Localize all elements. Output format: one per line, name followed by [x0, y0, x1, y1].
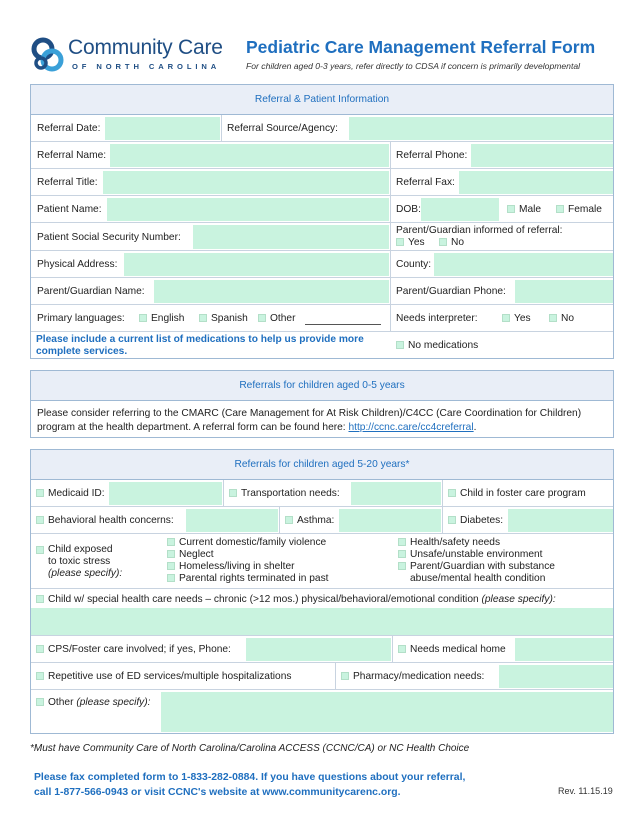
- other-label: Other: [48, 697, 74, 708]
- diabetes-checkbox[interactable]: [448, 516, 456, 524]
- stress-checkbox[interactable]: [398, 550, 406, 558]
- asthma-option[interactable]: [285, 515, 334, 526]
- referral-name-label: Referral Name:: [37, 150, 107, 161]
- interpreter-label: Needs interpreter:: [396, 313, 478, 324]
- guardian-phone-input[interactable]: [515, 280, 613, 303]
- stress-item[interactable]: [398, 537, 500, 548]
- referral-title-row: [31, 169, 613, 196]
- divider: [221, 115, 222, 142]
- section-heading: Referral & Patient Information: [31, 85, 613, 115]
- asthma-input[interactable]: [339, 509, 441, 532]
- stress-checkbox[interactable]: [398, 562, 406, 570]
- stress-item-continuation: abuse/mental health condition: [410, 573, 546, 584]
- stress-item-label: Parental rights terminated in past: [179, 573, 329, 584]
- fax-line-1: Please fax completed form to 1-833-282-0884. If you have questions about your referral,: [34, 772, 466, 783]
- referral-name-input[interactable]: [110, 144, 389, 167]
- transportation-input[interactable]: [351, 482, 441, 505]
- referral-phone-input[interactable]: [471, 144, 613, 167]
- referral-fax-input[interactable]: [459, 171, 613, 194]
- other-specify: (please specify):: [76, 697, 151, 708]
- guardian-row: [31, 278, 613, 305]
- county-label: County:: [396, 259, 432, 270]
- asthma-label: Asthma:: [297, 515, 335, 526]
- county-input[interactable]: [434, 253, 613, 276]
- foster-label: Child in foster care program: [460, 488, 586, 499]
- behavioral-checkbox[interactable]: [36, 516, 44, 524]
- medical-home-input[interactable]: [515, 638, 613, 661]
- yes-label: Yes: [408, 237, 425, 248]
- special-needs-checkbox[interactable]: [36, 595, 44, 603]
- no-checkbox[interactable]: [439, 238, 447, 246]
- stress-checkbox[interactable]: [167, 538, 175, 546]
- divider: [390, 223, 391, 251]
- ccnc-logo-icon: [30, 37, 66, 73]
- other-language-line[interactable]: [305, 324, 381, 325]
- no-medications-option[interactable]: [396, 340, 478, 351]
- referral-date-row: [31, 115, 613, 142]
- info-period: .: [473, 421, 477, 433]
- toxic-stress-checkbox[interactable]: [36, 546, 44, 554]
- yes-checkbox[interactable]: [396, 238, 404, 246]
- address-label: Physical Address:: [37, 259, 118, 270]
- address-input[interactable]: [124, 253, 389, 276]
- diabetes-input[interactable]: [508, 509, 613, 532]
- guardian-name-label: Parent/Guardian Name:: [37, 286, 145, 297]
- referral-form-link[interactable]: http://ccnc.care/cc4creferral: [348, 421, 474, 433]
- section-heading: Referrals for children aged 5-20 years*: [31, 450, 613, 480]
- pharmacy-label: Pharmacy/medication needs:: [353, 671, 485, 682]
- toxic-stress-specify: (please specify):: [48, 568, 123, 579]
- english-checkbox[interactable]: [139, 314, 147, 322]
- referral-patient-section: [30, 84, 614, 359]
- spanish-label: Spanish: [211, 313, 248, 324]
- medicaid-option[interactable]: [36, 488, 105, 499]
- section-heading: Referrals for children aged 0-5 years: [31, 371, 613, 401]
- ssn-row: [31, 223, 613, 251]
- foster-checkbox[interactable]: [448, 489, 456, 497]
- no-medications-label: No medications: [408, 340, 479, 351]
- other-option[interactable]: [36, 697, 151, 708]
- guardian-informed-label: Parent/Guardian informed of referral:: [396, 225, 563, 236]
- stress-item-label: Neglect: [179, 549, 214, 560]
- divider: [390, 142, 391, 169]
- referral-date-input[interactable]: [105, 117, 220, 140]
- form-title: Pediatric Care Management Referral Form: [246, 37, 596, 57]
- form-subtitle: For children aged 0-3 years, refer directly to CDSA if concern is primarily developmental: [246, 61, 581, 71]
- stress-checkbox[interactable]: [167, 574, 175, 582]
- special-needs-specify: (please specify):: [481, 594, 556, 605]
- dob-input[interactable]: [421, 198, 499, 221]
- patient-name-row: [31, 196, 613, 223]
- stress-item-label: Health/safety needs: [410, 537, 501, 548]
- cps-row: [31, 636, 613, 663]
- referral-title-input[interactable]: [103, 171, 389, 194]
- cmarc-info-body: Please consider referring to the CMARC (Care Management for At Risk Children)/C4CC (Care Coordination for Children) program at the health department. A referral form can be found here:: [37, 408, 582, 433]
- english-option[interactable]: [139, 313, 184, 324]
- stress-checkbox[interactable]: [167, 550, 175, 558]
- referral-source-input[interactable]: [349, 117, 613, 140]
- transportation-label: Transportation needs:: [241, 488, 340, 499]
- referral-source-label: Referral Source/Agency:: [227, 123, 338, 134]
- patient-name-label: Patient Name:: [37, 204, 102, 215]
- other-checkbox[interactable]: [36, 698, 44, 706]
- female-label: Female: [568, 204, 602, 215]
- behavioral-row: [31, 507, 613, 534]
- interpreter-no[interactable]: [549, 313, 574, 324]
- stress-item[interactable]: [398, 561, 555, 572]
- divider: [390, 305, 391, 332]
- special-needs-row: [31, 589, 613, 636]
- fax-line-2: call 1-877-566-0943 or visit CCNC's website at www.communitycarenc.org.: [34, 787, 401, 798]
- medications-note: Please include a current list of medications to help us provide more complete services.: [36, 334, 364, 357]
- male-checkbox[interactable]: [507, 205, 515, 213]
- referral-date-label: Referral Date:: [37, 123, 101, 134]
- guardian-informed-no[interactable]: [439, 237, 464, 248]
- stress-item-label: Parent/Guardian with substance: [410, 561, 555, 572]
- guardian-name-input[interactable]: [154, 280, 389, 303]
- medicaid-row: [31, 480, 613, 507]
- referral-fax-label: Referral Fax:: [396, 177, 455, 188]
- foster-option[interactable]: [448, 488, 586, 499]
- ed-use-label: Repetitive use of ED services/multiple hospitalizations: [48, 671, 292, 682]
- special-needs-input[interactable]: [31, 608, 613, 635]
- children-0-5-section: [30, 370, 614, 438]
- languages-label: Primary languages:: [37, 313, 125, 324]
- ssn-input[interactable]: [193, 225, 389, 249]
- other-language-checkbox[interactable]: [258, 314, 266, 322]
- stress-item[interactable]: [167, 561, 295, 572]
- logo-subtitle: OF NORTH CAROLINA: [72, 62, 221, 71]
- ed-use-checkbox[interactable]: [36, 672, 44, 680]
- medicaid-label: Medicaid ID:: [48, 488, 105, 499]
- diabetes-option[interactable]: [448, 515, 503, 526]
- children-5-20-section: [30, 449, 614, 734]
- behavioral-label: Behavioral health concerns:: [48, 515, 174, 526]
- behavioral-input[interactable]: [186, 509, 278, 532]
- divider: [279, 507, 280, 534]
- divider: [223, 480, 224, 507]
- stress-item-label: Unsafe/unstable environment: [410, 549, 543, 560]
- pharmacy-checkbox[interactable]: [341, 672, 349, 680]
- pharmacy-option[interactable]: [341, 671, 484, 682]
- guardian-phone-label: Parent/Guardian Phone:: [396, 286, 506, 297]
- ed-use-option[interactable]: [36, 671, 291, 682]
- asthma-checkbox[interactable]: [285, 516, 293, 524]
- dob-label: DOB:: [396, 204, 421, 215]
- cps-option[interactable]: [36, 644, 231, 655]
- interpreter-yes-checkbox[interactable]: [502, 314, 510, 322]
- stress-item-label: Homeless/living in shelter: [179, 561, 295, 572]
- interpreter-no-label: No: [561, 313, 575, 324]
- no-label: No: [451, 237, 465, 248]
- divider: [390, 169, 391, 196]
- no-medications-checkbox[interactable]: [396, 341, 404, 349]
- form-header: [0, 0, 640, 84]
- stress-item[interactable]: [167, 573, 329, 584]
- ed-use-row: [31, 663, 613, 690]
- referral-title-label: Referral Title:: [37, 177, 98, 188]
- transportation-option[interactable]: [229, 488, 340, 499]
- logo-name: Community Care: [68, 36, 223, 59]
- male-option[interactable]: [507, 204, 541, 215]
- special-needs-label: Child w/ special health care needs – chronic (>12 mos.) physical/behavioral/emotional condition: [48, 594, 479, 605]
- medications-row: [31, 332, 613, 359]
- medical-home-option[interactable]: [398, 644, 506, 655]
- pharmacy-input[interactable]: [499, 665, 613, 688]
- stress-item[interactable]: [167, 537, 326, 548]
- spanish-checkbox[interactable]: [199, 314, 207, 322]
- referral-phone-label: Referral Phone:: [396, 150, 468, 161]
- female-option[interactable]: [556, 204, 602, 215]
- stress-item-label: Current domestic/family violence: [179, 537, 327, 548]
- special-needs-option[interactable]: [36, 594, 556, 605]
- behavioral-option[interactable]: [36, 515, 174, 526]
- interpreter-yes[interactable]: [502, 313, 531, 324]
- spanish-option[interactable]: [199, 313, 248, 324]
- languages-row: [31, 305, 613, 332]
- female-checkbox[interactable]: [556, 205, 564, 213]
- referral-name-row: [31, 142, 613, 169]
- divider: [442, 507, 443, 534]
- other-input[interactable]: [161, 692, 613, 732]
- medicaid-checkbox[interactable]: [36, 489, 44, 497]
- toxic-stress-label-1: Child exposed: [48, 544, 113, 555]
- toxic-stress-label-2: to toxic stress: [48, 556, 111, 567]
- cps-checkbox[interactable]: [36, 645, 44, 653]
- diabetes-label: Diabetes:: [460, 515, 504, 526]
- medicaid-input[interactable]: [109, 482, 222, 505]
- divider: [442, 480, 443, 507]
- divider: [390, 278, 391, 305]
- cps-phone-input[interactable]: [246, 638, 391, 661]
- toxic-stress-row: [31, 534, 613, 589]
- medical-home-checkbox[interactable]: [398, 645, 406, 653]
- other-row: [31, 690, 613, 734]
- stress-item[interactable]: [398, 549, 543, 560]
- other-language-label: Other: [270, 313, 296, 324]
- patient-name-input[interactable]: [107, 198, 389, 221]
- address-row: [31, 251, 613, 278]
- fax-instructions: [34, 770, 534, 800]
- divider: [390, 251, 391, 278]
- cps-label: CPS/Foster care involved; if yes, Phone:: [48, 644, 231, 655]
- medical-home-label: Needs medical home: [410, 644, 506, 655]
- male-label: Male: [519, 204, 542, 215]
- english-label: English: [151, 313, 185, 324]
- divider: [390, 196, 391, 223]
- eligibility-footnote: *Must have Community Care of North Carolina/Carolina ACCESS (CCNC/CA) or NC Health Choice: [30, 743, 470, 754]
- transportation-checkbox[interactable]: [229, 489, 237, 497]
- guardian-informed-yes[interactable]: [396, 237, 425, 248]
- stress-item[interactable]: [167, 549, 214, 560]
- interpreter-no-checkbox[interactable]: [549, 314, 557, 322]
- stress-checkbox[interactable]: [398, 538, 406, 546]
- ssn-label: Patient Social Security Number:: [37, 232, 181, 243]
- cmarc-info-text: [37, 407, 609, 434]
- divider: [335, 663, 336, 690]
- other-language-option[interactable]: [258, 313, 295, 324]
- stress-checkbox[interactable]: [167, 562, 175, 570]
- interpreter-yes-label: Yes: [514, 313, 531, 324]
- divider: [392, 636, 393, 663]
- revision-date: Rev. 11.15.19: [558, 786, 613, 796]
